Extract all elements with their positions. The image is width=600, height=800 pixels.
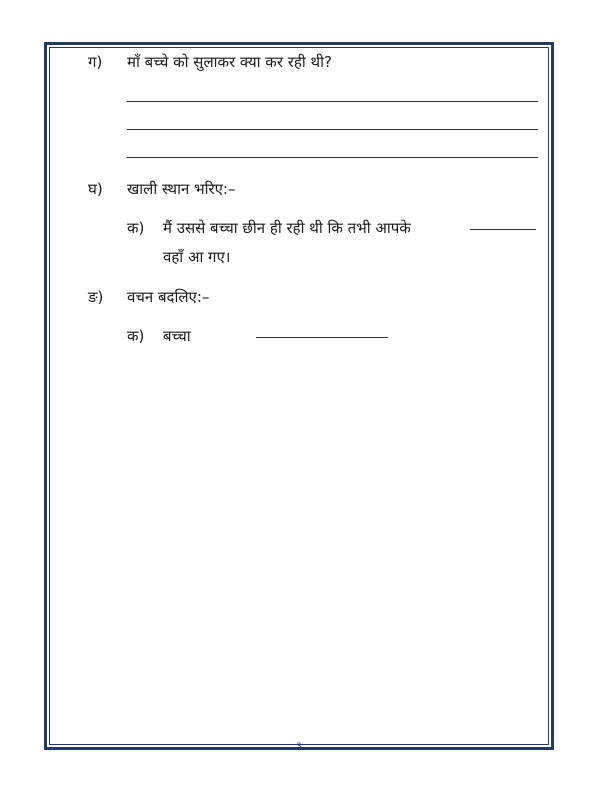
question-ga-text: माँ बच्चे को सुलाकर क्या कर रही थी? — [127, 53, 332, 71]
vachan-answer-line[interactable] — [256, 337, 388, 338]
item-marker-ka-2: क) — [127, 327, 145, 345]
question-marker-nga: ङ) — [88, 288, 104, 306]
item-marker-ka: क) — [127, 219, 145, 237]
page-border-inner — [49, 47, 549, 745]
page-number: 3 — [296, 742, 302, 752]
fill-blank-sentence-line2: वहाँ आ गए। — [163, 248, 231, 266]
fill-blank-line[interactable] — [470, 229, 536, 230]
question-marker-ga: ग) — [88, 53, 103, 71]
answer-line-3[interactable] — [127, 157, 538, 158]
fill-blank-sentence-line1: मैं उससे बच्चा छीन ही रही थी कि तभी आपके — [163, 219, 411, 237]
question-nga-heading: वचन बदलिए:– — [127, 288, 210, 306]
vachan-word: बच्चा — [163, 327, 191, 345]
answer-line-2[interactable] — [127, 129, 538, 130]
question-gha-heading: खाली स्थान भरिए:– — [127, 180, 236, 198]
question-marker-gha: घ) — [88, 180, 103, 198]
answer-line-1[interactable] — [127, 101, 538, 102]
